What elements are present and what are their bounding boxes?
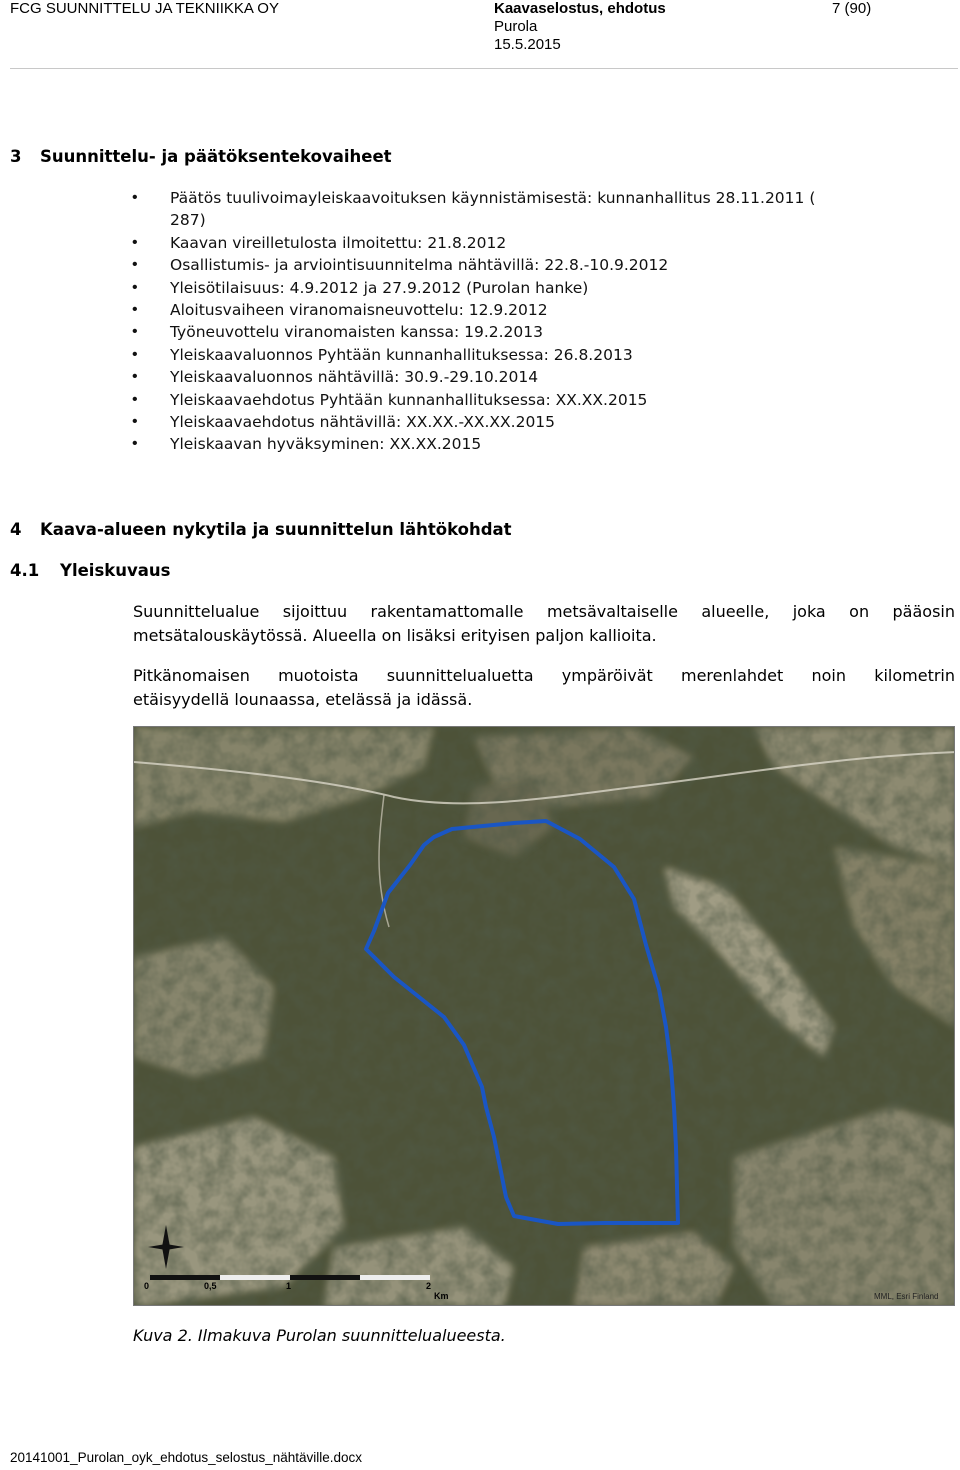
list-item: • Aloitusvaiheen viranomaisneuvottelu: 12.9.2012: [132, 299, 832, 321]
footer-filename: 20141001_Purolan_oyk_ehdotus_selostus_nähtäville.docx: [10, 1450, 363, 1465]
list-item: • Yleisötilaisuus: 4.9.2012 ja 27.9.2012 (Purolan hanke): [132, 277, 832, 299]
section-number: 3: [10, 147, 22, 166]
scale-label: 1: [286, 1281, 292, 1291]
map-credit: MML, Esri Finland: [874, 1292, 939, 1301]
paragraph-line: Pitkänomaisen muotoista suunnittelualuetta ympäröivät merenlahdet noin kilometrin: [133, 666, 955, 685]
header-page-number: 7 (90): [832, 0, 872, 17]
list-item: • Osallistumis- ja arviointisuunnitelma nähtävillä: 22.8.-10.9.2012: [132, 254, 832, 276]
list-item: • Yleiskaavan hyväksyminen: XX.XX.2015: [132, 433, 832, 455]
list-item: • Päätös tuulivoimayleiskaavoituksen käynnistämisestä: kunnanhallitus 28.11.2011 ( 287): [132, 187, 832, 232]
section-title: Kaava-alueen nykytila ja suunnittelun lähtökohdat: [40, 520, 512, 539]
paragraph-line: etäisyydellä lounaassa, etelässä ja idässä.: [133, 690, 473, 709]
paragraph-general-description: [133, 600, 955, 648]
scale-label: 0: [144, 1281, 150, 1291]
aerial-map: [133, 726, 955, 1306]
header-company: FCG SUUNNITTELU JA TEKNIIKKA OY: [10, 0, 279, 17]
section-4-1-heading: [10, 561, 170, 580]
list-item: • Yleiskaavaehdotus Pyhtään kunnanhallituksessa: XX.XX.2015: [132, 389, 832, 411]
list-item: • Yleiskaavaluonnos nähtävillä: 30.9.-29.10.2014: [132, 366, 832, 388]
section-title: Yleiskuvaus: [60, 561, 171, 580]
header-date: 15.5.2015: [494, 36, 561, 53]
header-divider: [10, 68, 958, 69]
section-title: Suunnittelu- ja päätöksentekovaiheet: [40, 147, 392, 166]
header-doc-title: Kaavaselostus, ehdotus: [494, 0, 666, 17]
scale-unit: Km: [434, 1291, 449, 1301]
list-item: • Työneuvottelu viranomaisten kanssa: 19.2.2013: [132, 321, 832, 343]
header-project: Purola: [494, 18, 538, 35]
paragraph-line: Suunnittelualue sijoittuu rakentamattomalle metsävaltaiselle alueelle, joka on pääosin: [133, 602, 955, 621]
section-number: 4: [10, 520, 22, 539]
section-4-heading: [10, 520, 512, 539]
list-item: • Kaavan vireilletulosta ilmoitettu: 21.8.2012: [132, 232, 832, 254]
paragraph-line: metsätalouskäytössä. Alueella on lisäksi erityisen paljon kallioita.: [133, 626, 657, 645]
list-item: • Yleiskaavaehdotus nähtävillä: XX.XX.-XX.XX.2015: [132, 411, 832, 433]
scale-label: 2: [426, 1281, 432, 1291]
section-number: 4.1: [10, 561, 40, 580]
paragraph-surroundings: [133, 664, 955, 712]
process-steps-list: [132, 187, 832, 456]
list-item: • Yleiskaavaluonnos Pyhtään kunnanhallituksessa: 26.8.2013: [132, 344, 832, 366]
aerial-map-image: [134, 727, 955, 1306]
figure-caption: Kuva 2. Ilmakuva Purolan suunnittelualueesta.: [133, 1326, 506, 1345]
section-3-heading: [10, 147, 392, 166]
header-center: [494, 0, 666, 54]
scale-label: 0,5: [204, 1281, 217, 1291]
